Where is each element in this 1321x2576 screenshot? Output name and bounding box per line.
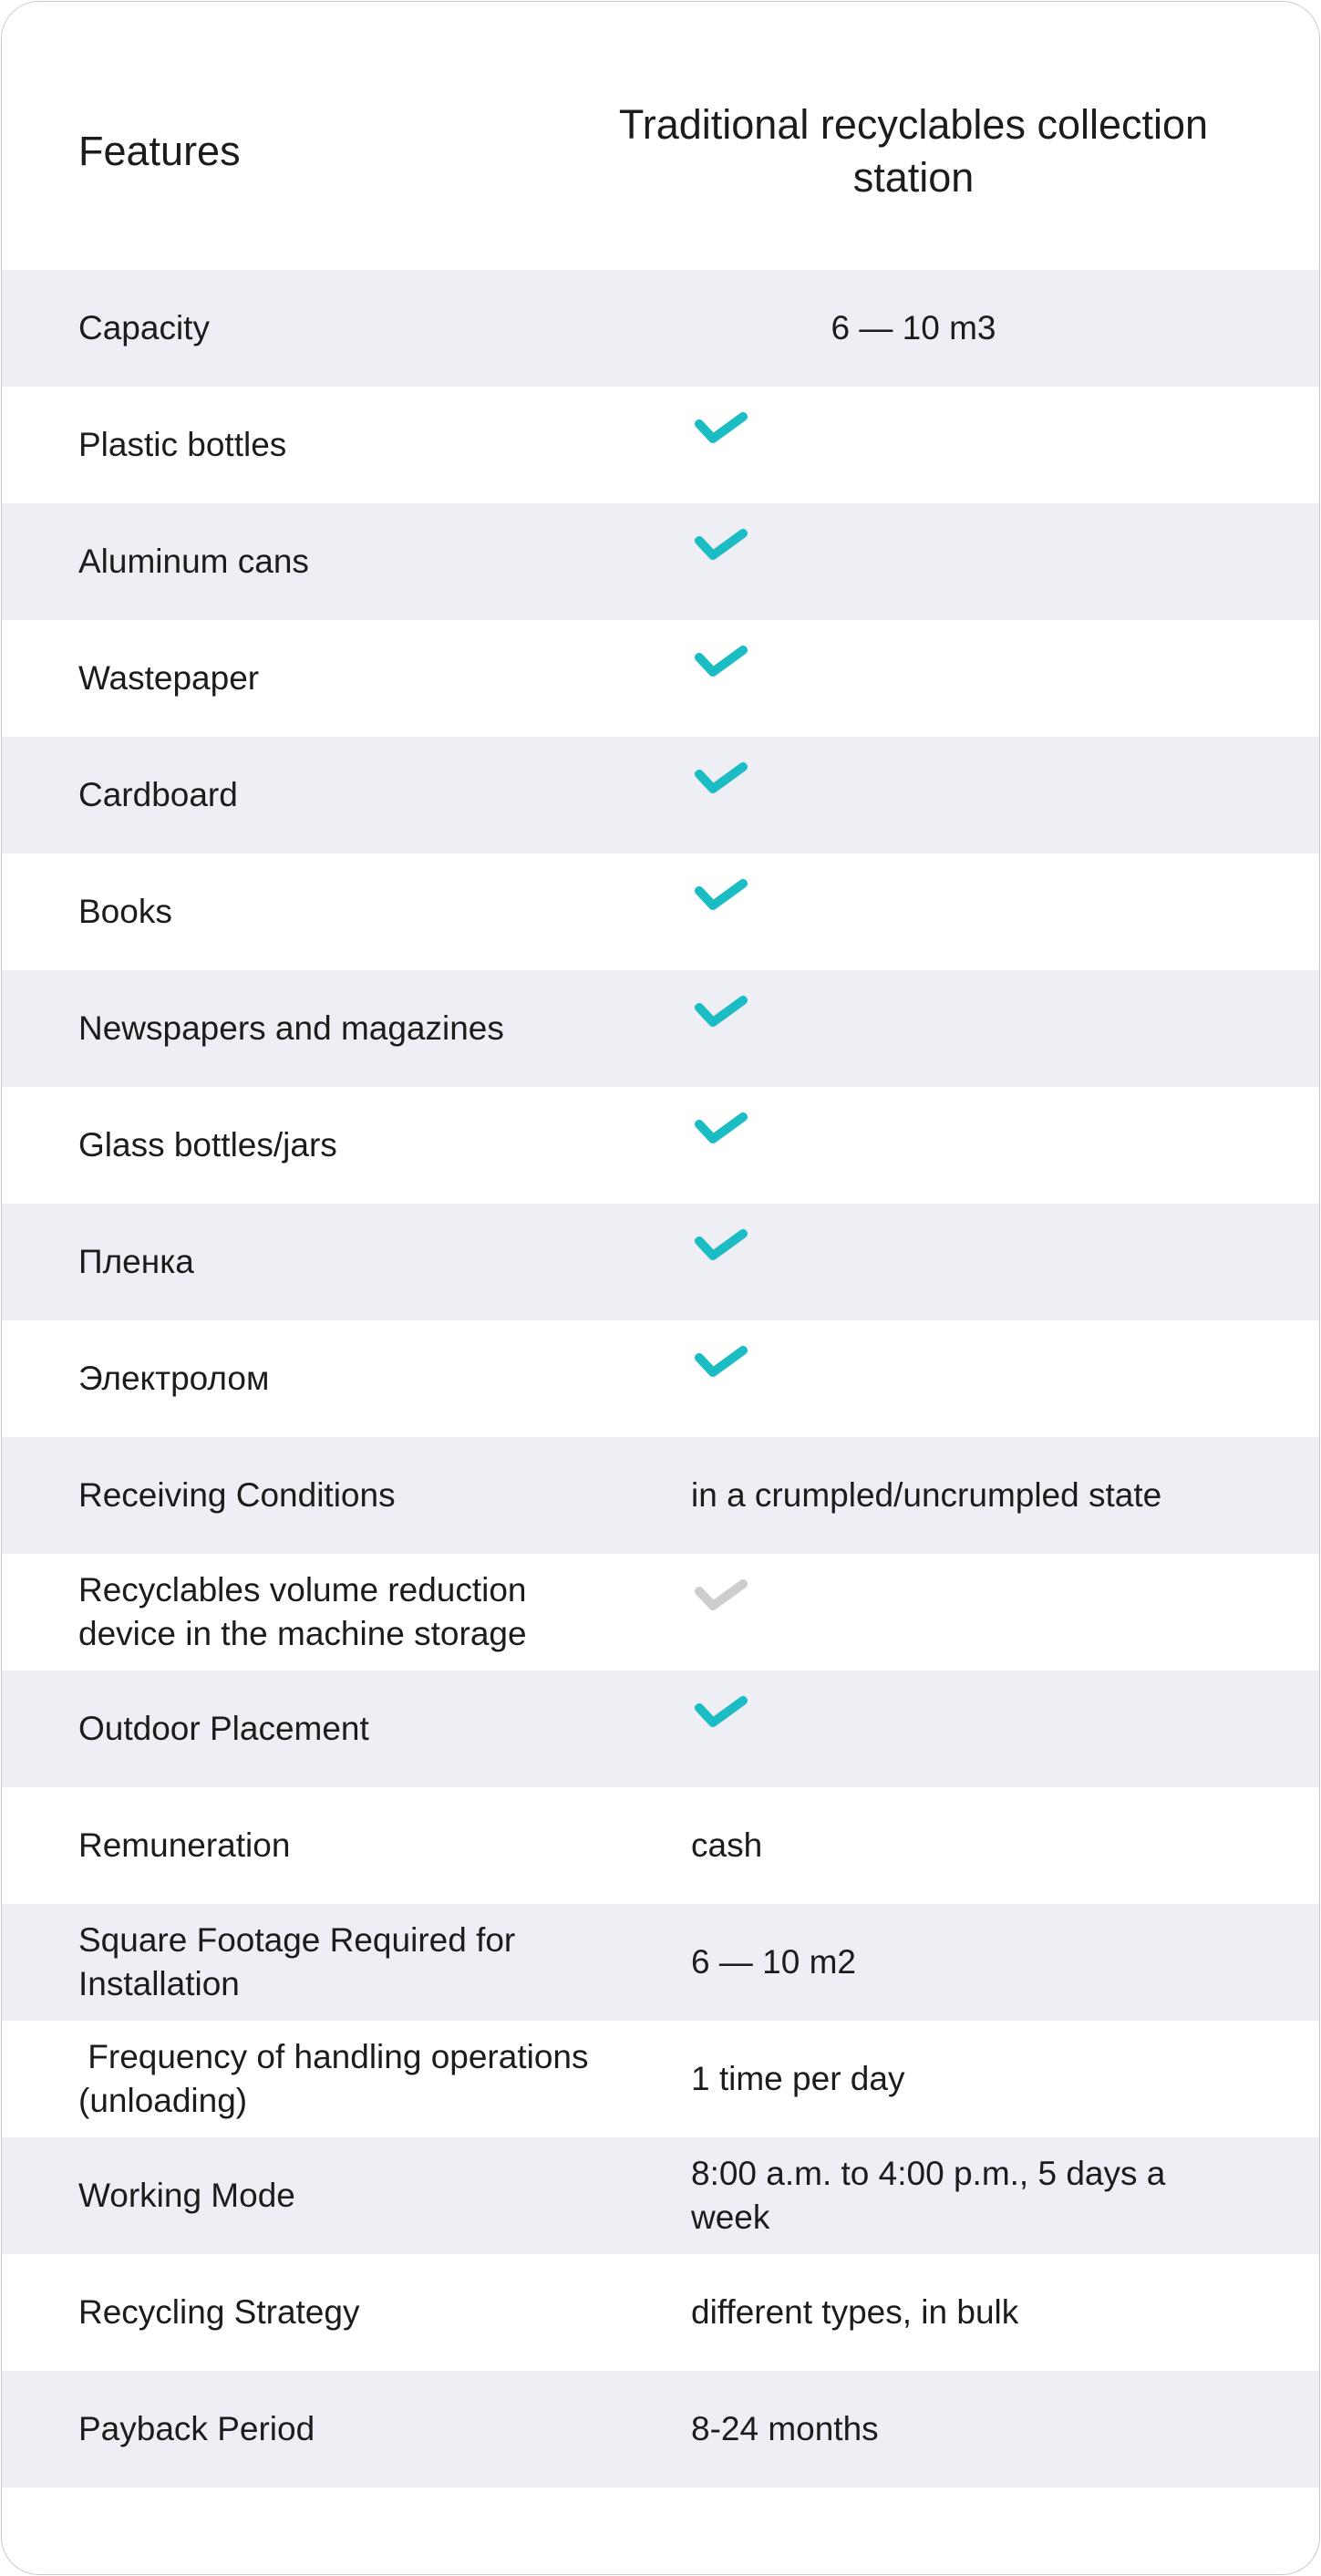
table-row-outdoor-placement	[2, 1671, 1319, 1787]
check-icon	[691, 755, 755, 801]
feature-label: Square Footage Required for Installation	[78, 1921, 525, 2002]
feature-label: Newspapers and magazines	[78, 1009, 504, 1047]
table-header	[2, 2, 1319, 270]
table-row-cardboard	[2, 737, 1319, 853]
table-row-square-footage	[2, 1904, 1319, 2021]
feature-label: Receiving Conditions	[78, 1476, 396, 1514]
features-column-header: Features	[78, 128, 241, 174]
feature-value: cash	[691, 1826, 763, 1864]
check-icon	[691, 522, 755, 567]
feature-value: 6 — 10 m2	[691, 1943, 856, 1981]
table-row-payback-period	[2, 2371, 1319, 2488]
feature-value: 8-24 months	[691, 2410, 879, 2447]
table-row-books	[2, 853, 1319, 970]
table-row-capacity	[2, 270, 1319, 387]
feature-label: Wastepaper	[78, 659, 260, 697]
feature-label: Remuneration	[78, 1826, 291, 1864]
feature-value: in a crumpled/uncrumpled state	[691, 1476, 1162, 1514]
table-row-remuneration	[2, 1787, 1319, 1904]
table-row-aluminum-cans	[2, 503, 1319, 620]
feature-label: Recyclables volume reduction device in the machine storage	[78, 1571, 536, 1652]
table-row-working-mode	[2, 2137, 1319, 2254]
check-icon	[691, 1105, 755, 1151]
station-column-header: Traditional recyclables collection station	[618, 101, 1209, 201]
feature-label: Glass bottles/jars	[78, 1126, 337, 1164]
table-row-recycling-strategy	[2, 2254, 1319, 2371]
feature-label: Books	[78, 893, 172, 930]
comparison-card	[1, 1, 1320, 2575]
table-row-newspapers	[2, 970, 1319, 1087]
feature-value: 1 time per day	[691, 2060, 905, 2097]
feature-label: Capacity	[78, 309, 210, 347]
table-row-electronic-scrap	[2, 1320, 1319, 1437]
table-row-handling-frequency	[2, 2021, 1319, 2137]
check-icon	[691, 1689, 755, 1734]
feature-value: 8:00 a.m. to 4:00 p.m., 5 days a week	[691, 2155, 1166, 2236]
table-row-glass	[2, 1087, 1319, 1204]
feature-label: Outdoor Placement	[78, 1710, 369, 1747]
comparison-table	[2, 270, 1319, 2488]
table-row-receiving-conditions	[2, 1437, 1319, 1554]
check-icon	[691, 1572, 755, 1618]
feature-label: Cardboard	[78, 776, 238, 813]
check-icon	[691, 1339, 755, 1384]
feature-label: Working Mode	[78, 2177, 295, 2214]
feature-value: 6 — 10 m3	[831, 309, 996, 347]
feature-label: Payback Period	[78, 2410, 315, 2447]
feature-label: Электролом	[78, 1360, 270, 1397]
feature-label: Frequency of handling operations (unloading)	[78, 2038, 598, 2119]
table-row-plastic-bottles	[2, 387, 1319, 503]
table-row-volume-reduction	[2, 1554, 1319, 1671]
feature-label: Recycling Strategy	[78, 2293, 360, 2331]
table-row-wastepaper	[2, 620, 1319, 737]
feature-value: different types, in bulk	[691, 2293, 1019, 2331]
check-icon	[691, 1222, 755, 1267]
check-icon	[691, 405, 755, 450]
table-row-film	[2, 1204, 1319, 1320]
check-icon	[691, 988, 755, 1034]
check-icon	[691, 872, 755, 917]
feature-label: Aluminum cans	[78, 543, 309, 580]
feature-label: Plastic bottles	[78, 426, 287, 463]
feature-label: Пленка	[78, 1243, 194, 1280]
check-icon	[691, 638, 755, 684]
